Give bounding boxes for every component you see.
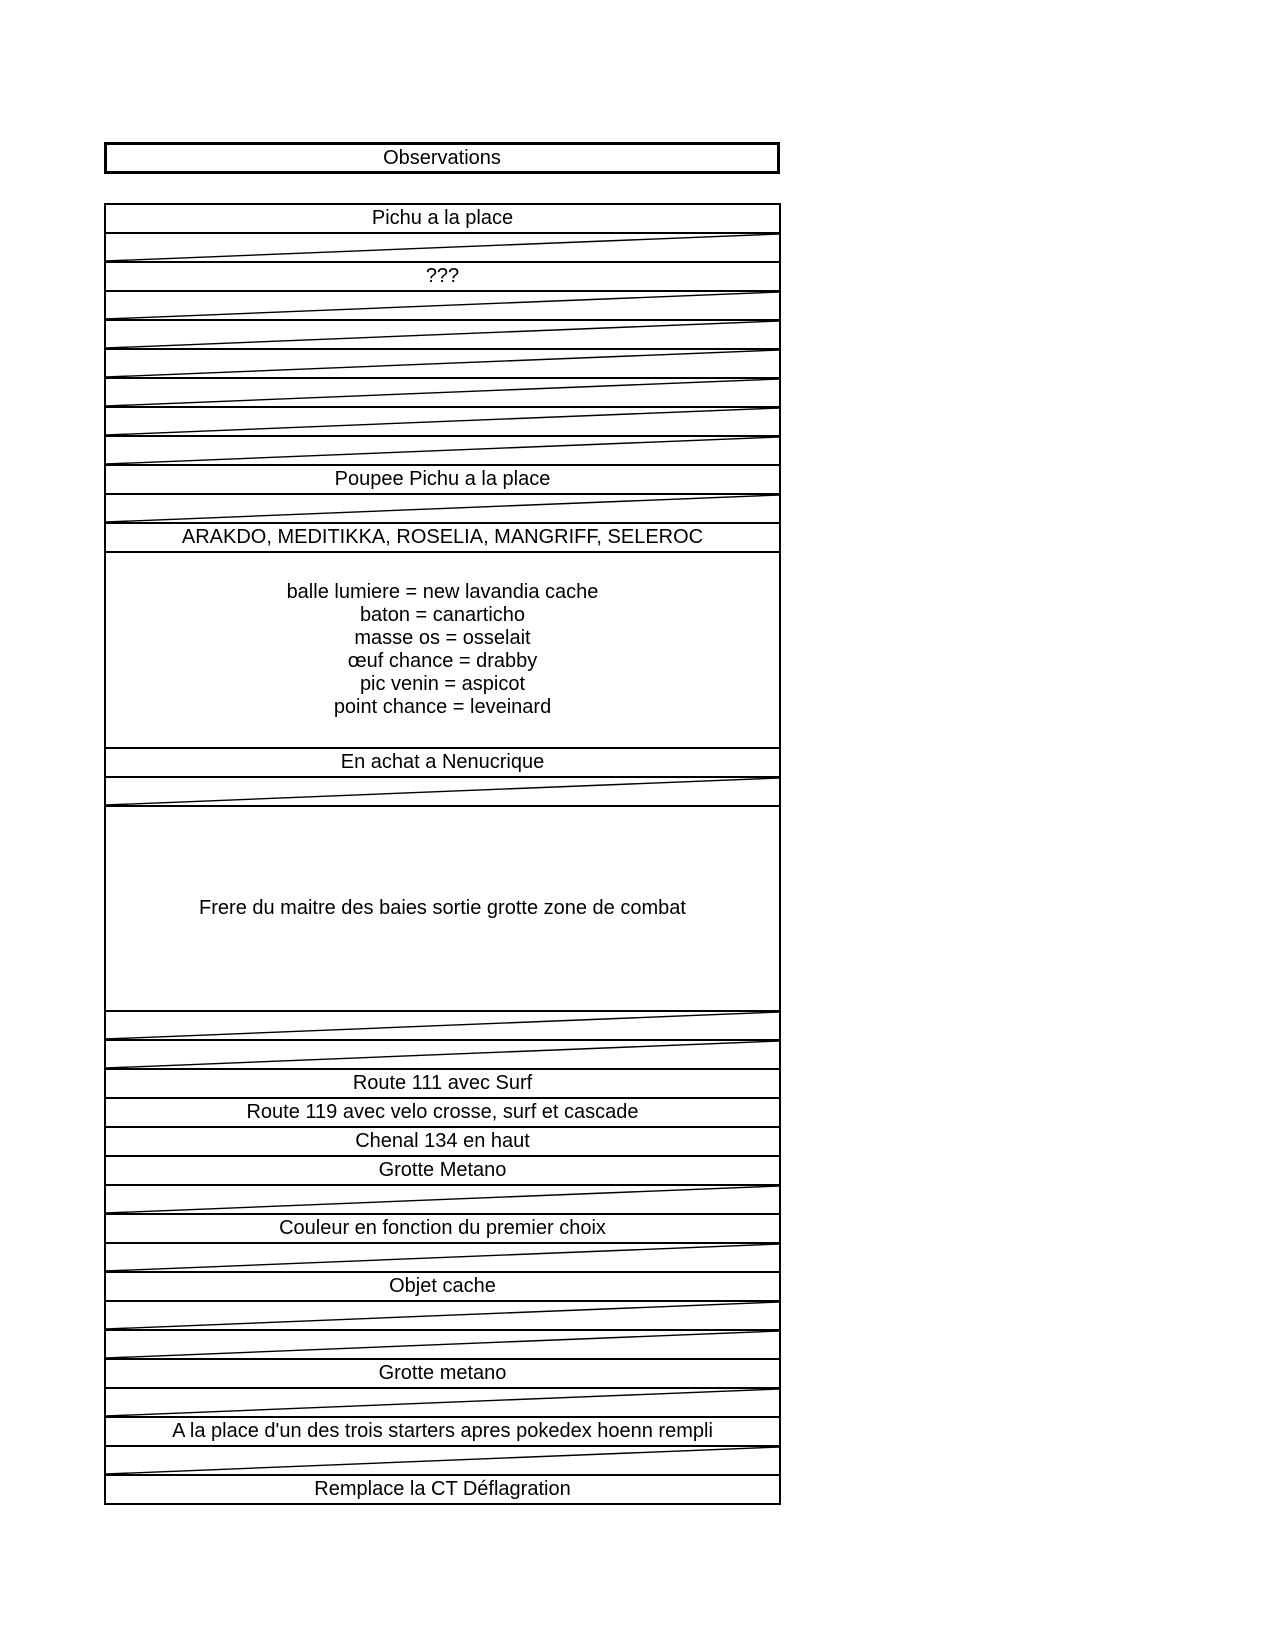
empty-cell-diagonal bbox=[106, 408, 779, 435]
observation-text: Frere du maitre des baies sortie grotte zone de combat bbox=[199, 897, 686, 919]
observation-row bbox=[104, 1358, 781, 1387]
empty-row bbox=[104, 406, 781, 435]
empty-row bbox=[104, 1300, 781, 1329]
empty-cell-diagonal bbox=[106, 495, 779, 522]
observation-line: point chance = leveinard bbox=[333, 696, 552, 718]
empty-row bbox=[104, 319, 781, 348]
observation-text: A la place d'un des trois starters apres pokedex hoenn rempli bbox=[172, 1420, 713, 1442]
empty-cell-diagonal bbox=[106, 1012, 779, 1039]
observation-text: ARAKDO, MEDITIKKA, ROSELIA, MANGRIFF, SELEROC bbox=[181, 526, 704, 548]
empty-row bbox=[104, 1445, 781, 1474]
empty-row bbox=[104, 776, 781, 805]
empty-row bbox=[104, 348, 781, 377]
observation-row bbox=[104, 464, 781, 493]
observation-text: Route 119 avec velo crosse, surf et cascade bbox=[246, 1101, 639, 1123]
observation-line: balle lumiere = new lavandia cache bbox=[286, 581, 599, 603]
observation-row bbox=[104, 1271, 781, 1300]
empty-cell-diagonal bbox=[106, 1331, 779, 1358]
empty-row bbox=[104, 1387, 781, 1416]
empty-cell-diagonal bbox=[106, 350, 779, 377]
observation-row bbox=[104, 522, 781, 551]
empty-cell-diagonal bbox=[106, 437, 779, 464]
observation-row bbox=[104, 1097, 781, 1126]
empty-cell-diagonal bbox=[106, 379, 779, 406]
observation-line: baton = canarticho bbox=[359, 604, 526, 626]
empty-cell-diagonal bbox=[106, 778, 779, 805]
empty-row bbox=[104, 1184, 781, 1213]
empty-cell-diagonal bbox=[106, 292, 779, 319]
empty-cell-diagonal bbox=[106, 1186, 779, 1213]
empty-cell-diagonal bbox=[106, 1389, 779, 1416]
observation-text: Poupee Pichu a la place bbox=[334, 468, 551, 490]
empty-row bbox=[104, 1329, 781, 1358]
observation-text: Chenal 134 en haut bbox=[355, 1130, 530, 1152]
observation-line: masse os = osselait bbox=[354, 627, 531, 649]
empty-cell-diagonal bbox=[106, 1302, 779, 1329]
observation-row bbox=[104, 1213, 781, 1242]
observation-row bbox=[104, 1126, 781, 1155]
observation-row bbox=[104, 203, 781, 232]
empty-row bbox=[104, 377, 781, 406]
observation-text: Remplace la CT Déflagration bbox=[314, 1478, 571, 1500]
observations-table bbox=[104, 203, 781, 1505]
empty-cell-diagonal bbox=[106, 1244, 779, 1271]
observation-line: œuf chance = drabby bbox=[347, 650, 538, 672]
observation-text: Grotte Metano bbox=[378, 1159, 507, 1181]
empty-row bbox=[104, 290, 781, 319]
empty-cell-diagonal bbox=[106, 1041, 779, 1068]
empty-cell-diagonal bbox=[106, 321, 779, 348]
empty-row bbox=[104, 1010, 781, 1039]
empty-row bbox=[104, 1242, 781, 1271]
observation-text: Grotte metano bbox=[378, 1362, 507, 1384]
observation-row bbox=[104, 1068, 781, 1097]
observation-row bbox=[104, 1416, 781, 1445]
empty-row bbox=[104, 493, 781, 522]
empty-cell-diagonal bbox=[106, 1447, 779, 1474]
observation-row bbox=[104, 747, 781, 776]
observation-text: Route 111 avec Surf bbox=[352, 1072, 533, 1094]
empty-row bbox=[104, 1039, 781, 1068]
observation-text: ??? bbox=[425, 265, 460, 287]
empty-row bbox=[104, 232, 781, 261]
observation-text: En achat a Nenucrique bbox=[340, 751, 545, 773]
observation-row bbox=[104, 805, 781, 1010]
observation-text: Pichu a la place bbox=[371, 207, 514, 229]
observation-line: pic venin = aspicot bbox=[359, 673, 526, 695]
observation-text: Couleur en fonction du premier choix bbox=[279, 1217, 606, 1239]
observations-header: Observations bbox=[104, 142, 780, 174]
observation-row-multiline bbox=[104, 551, 781, 747]
observation-text: Objet cache bbox=[389, 1275, 496, 1297]
observation-row bbox=[104, 261, 781, 290]
empty-cell-diagonal bbox=[106, 234, 779, 261]
observation-row bbox=[104, 1474, 781, 1505]
observation-row bbox=[104, 1155, 781, 1184]
empty-row bbox=[104, 435, 781, 464]
